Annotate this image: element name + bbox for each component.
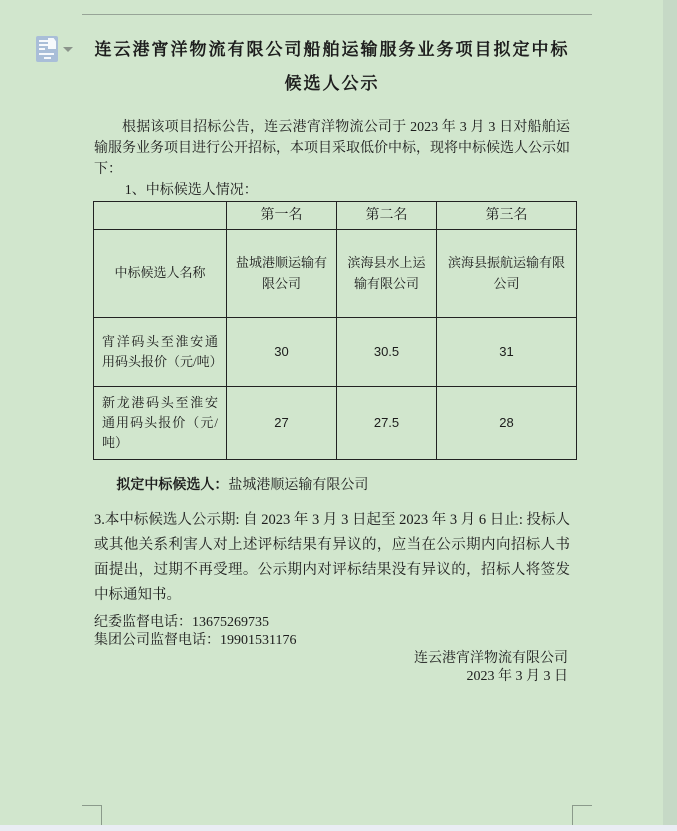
row-label: 新龙港码头至淮安通用码头报价（元/吨） (94, 387, 227, 460)
document-page (94, 0, 570, 686)
document-title (94, 33, 570, 101)
row-label: 中标候选人名称 (94, 230, 227, 318)
proposed-winner-value: 盐城港顺运输有限公司 (228, 478, 369, 494)
chevron-down-icon (63, 47, 73, 52)
table-row-names (94, 230, 577, 318)
row-label: 宵洋码头至淮安通用码头报价（元/吨） (94, 318, 227, 387)
window-bottom-edge (0, 825, 677, 831)
cell-price: 30.5 (337, 318, 437, 387)
table-header-row (94, 202, 577, 230)
signoff-company: 连云港宵洋物流有限公司 (414, 651, 568, 667)
title-line-2: 候选人公示 (284, 74, 380, 93)
cell-price: 27.5 (337, 387, 437, 460)
header-cell-second: 第二名 (337, 202, 437, 230)
clipboard-paste-icon (36, 36, 58, 62)
cell-price: 28 (437, 387, 577, 460)
header-cell-third: 第三名 (437, 202, 577, 230)
list-item-candidates: 1、中标候选人情况： (124, 183, 258, 198)
page-margin-mark-right (572, 805, 592, 825)
proposed-winner-label: 拟定中标候选人： (116, 478, 229, 494)
candidates-table (93, 201, 577, 460)
intro-paragraph: 根据该项目招标公告，连云港宵洋物流公司于 2023 年 3 月 3 日对船舶运输服务业务项目进行公开招标，本项目采取低价中标，现将中标候选人公示如下： (94, 120, 570, 177)
header-cell-blank (94, 202, 227, 230)
table-row-price-xinlonggang (94, 387, 577, 460)
header-cell-first: 第一名 (227, 202, 337, 230)
cell-price: 30 (227, 318, 337, 387)
cell-price: 27 (227, 387, 337, 460)
publicity-period-paragraph: 3.本中标候选人公示期: 自 2023 年 3 月 3 日起至 2023 年 3 月 6 日止: 投标人或其他关系利害人对上述评标结果有异议的，应当在公示期内向招标人书面提出，过期不再受理。公示期内对评标结果没有异议的，招标人将签发中标通知书。 (94, 512, 570, 604)
title-line-1: 连云港宵洋物流有限公司船舶运输服务业务项目拟定中标 (94, 40, 570, 59)
cell-price: 31 (437, 318, 577, 387)
signoff-date: 2023 年 3 月 3 日 (466, 669, 568, 685)
table-row-price-xiaoyang (94, 318, 577, 387)
cell-name-1: 盐城港顺运输有限公司 (227, 230, 337, 318)
cell-name-3: 滨海县振航运输有限公司 (437, 230, 577, 318)
page-margin-mark-left (82, 805, 102, 825)
proposed-winner-line (94, 476, 570, 496)
paste-options-button[interactable] (36, 36, 76, 64)
discipline-phone-line: 纪委监督电话：13675269735 (94, 615, 269, 631)
scrollbar[interactable] (663, 0, 677, 825)
cell-name-2: 滨海县水上运输有限公司 (337, 230, 437, 318)
supervision-phones (94, 614, 570, 650)
group-phone-line: 集团公司监督电话：19901531176 (94, 633, 297, 649)
